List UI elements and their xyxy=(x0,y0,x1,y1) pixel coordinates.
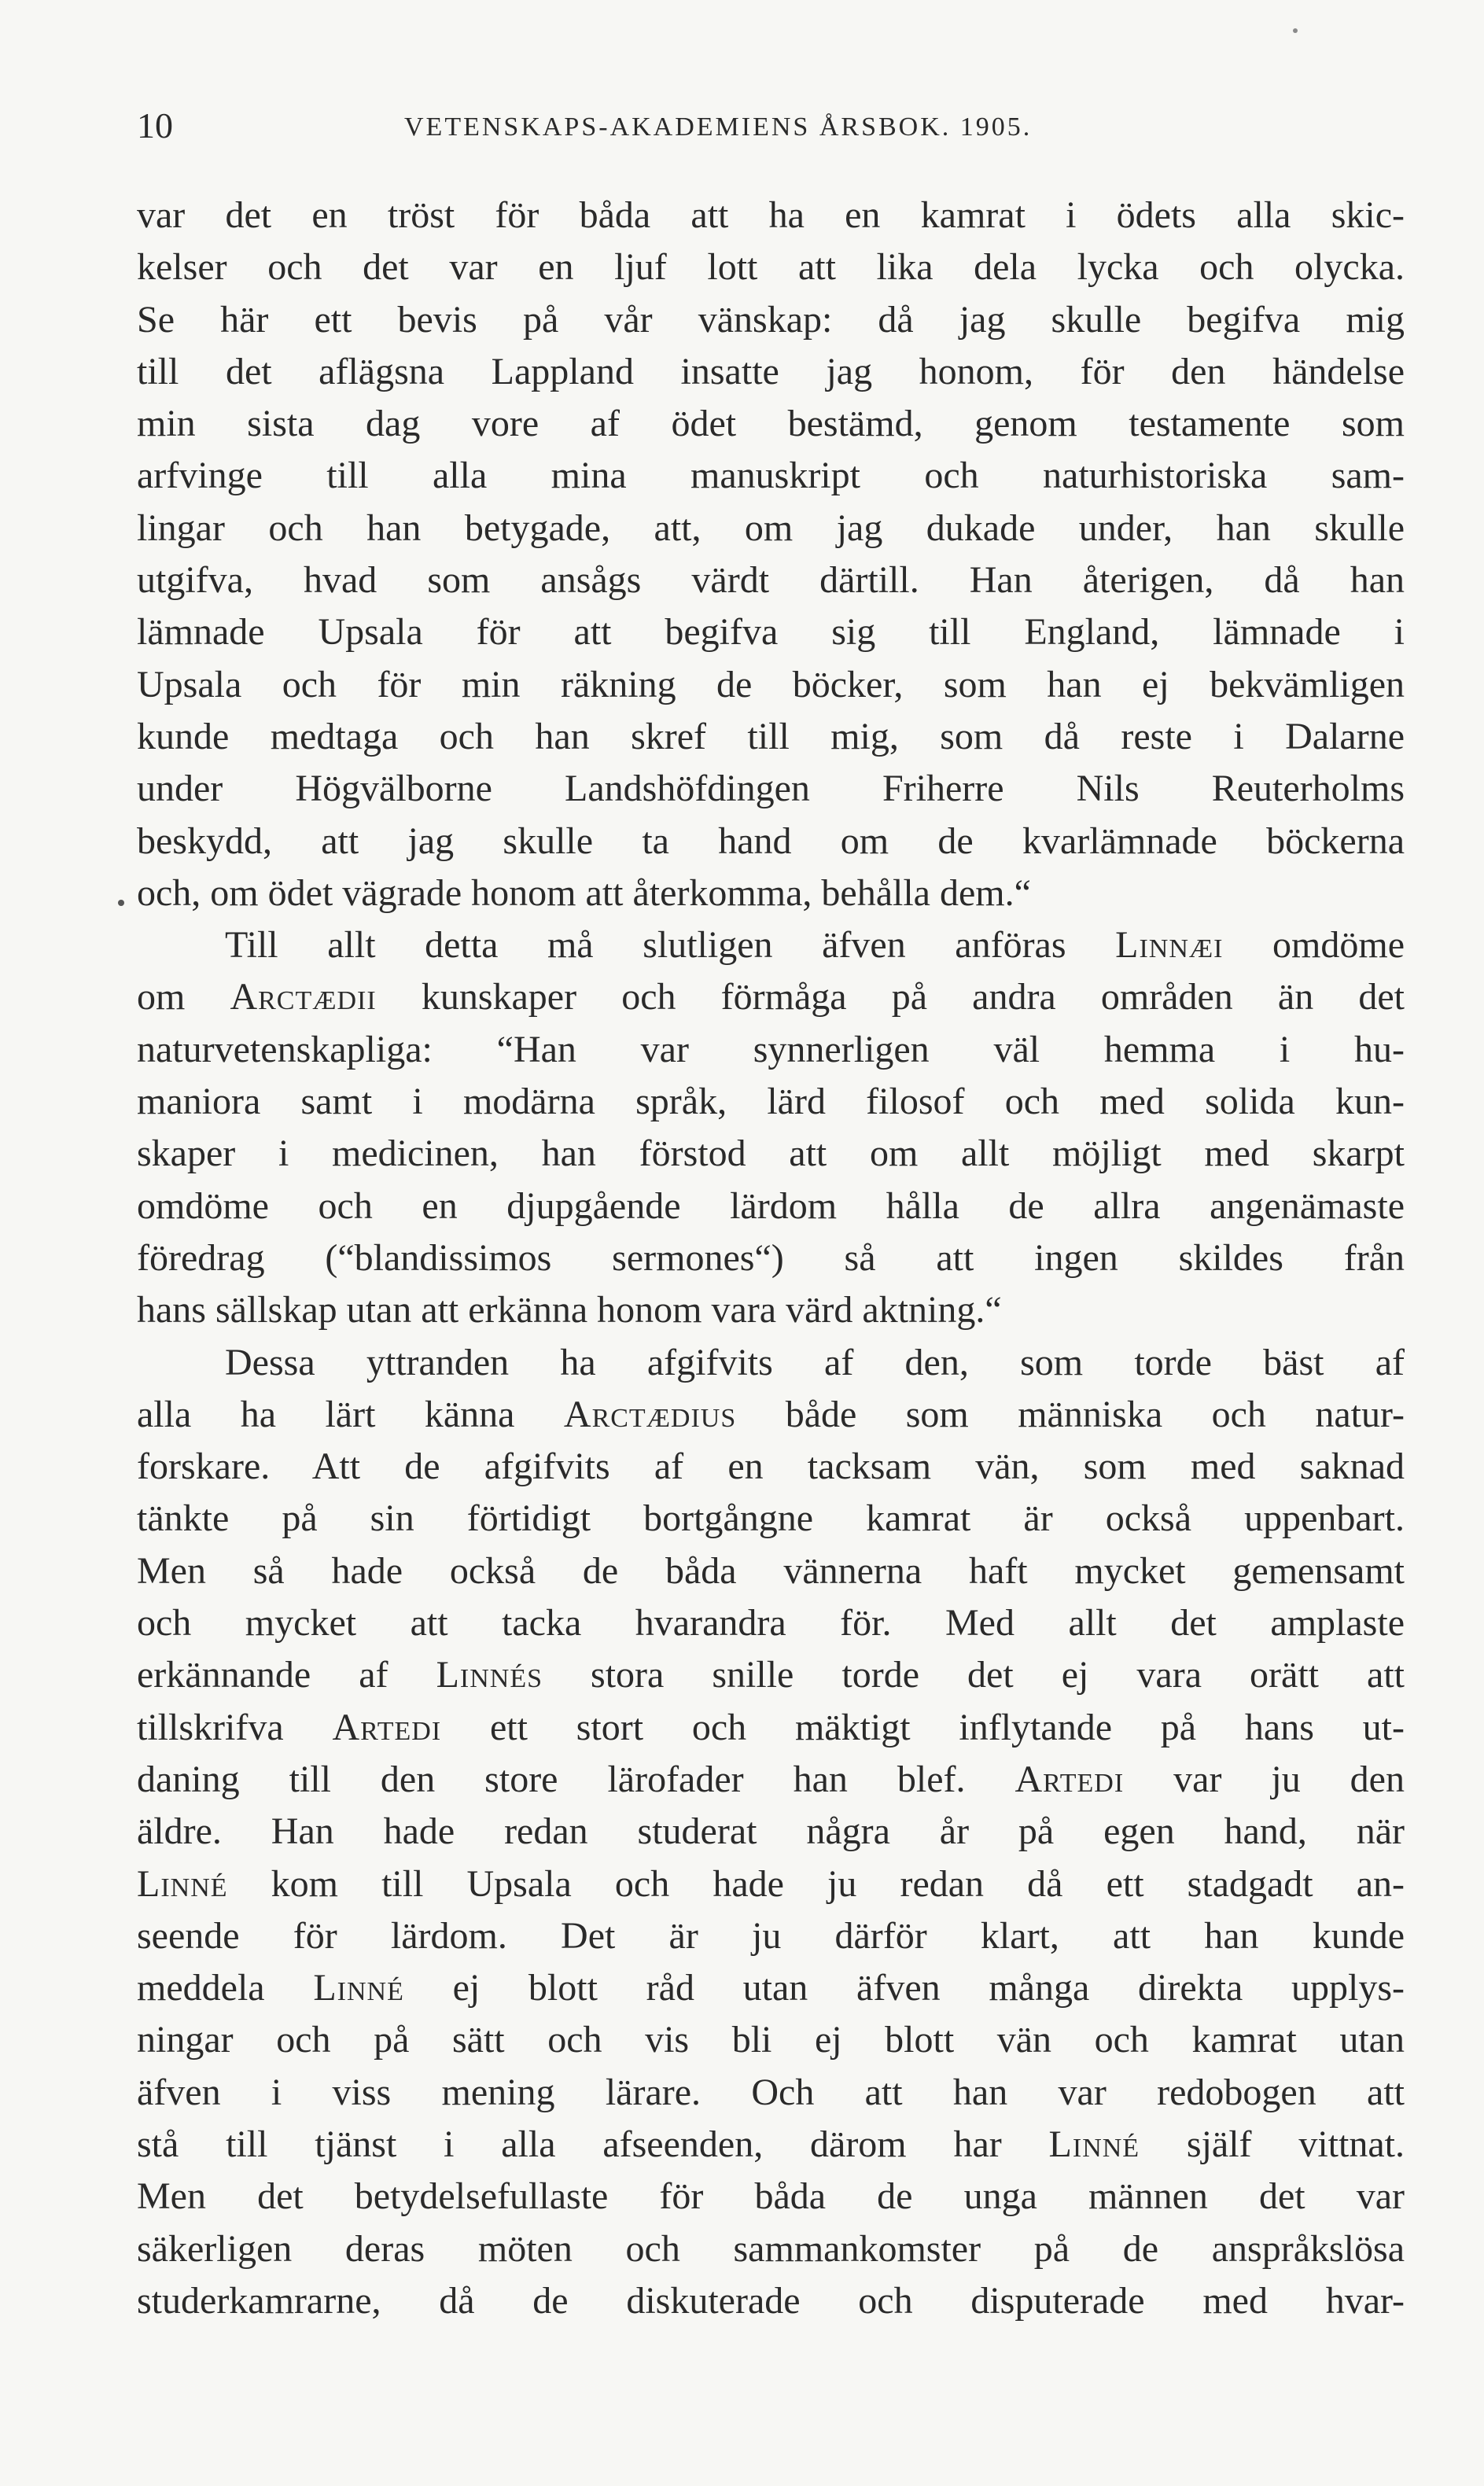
text-run: omdöme xyxy=(1223,924,1405,967)
text-line: säkerligen deras möten och sammankomster på de anspråkslösa xyxy=(137,2227,1405,2270)
text-line: hans sällskap utan att erkänna honom vara värd aktning.“ xyxy=(137,1289,1002,1331)
text-run: erkännande af xyxy=(137,1654,436,1696)
page-number: 10 xyxy=(137,105,173,145)
text-run: om xyxy=(137,976,230,1018)
text-line xyxy=(137,919,1405,971)
text-line xyxy=(137,1754,1405,1806)
text-run: kunskaper och förmåga på andra områden än det xyxy=(376,976,1405,1018)
text-line xyxy=(137,971,1405,1023)
text-line: föredrag (“blandissimos sermones“) så att ingen skildes från xyxy=(137,1236,1405,1279)
text-line: lämnade Upsala för att begifva sig till England, lämnade i xyxy=(137,611,1405,654)
text-line: kelser och det var en ljuf lott att lika dela lycka och olycka. xyxy=(137,246,1405,289)
text-run: alla ha lärt känna xyxy=(137,1393,564,1435)
text-line: arfvinge till alla mina manuskript och naturhistoriska sam- xyxy=(137,455,1405,497)
margin-mark xyxy=(118,900,124,906)
text-line: studerkamrarne, då de diskuterade och disputerade med hvar- xyxy=(137,2279,1405,2322)
text-line: kunde medtaga och han skref till mig, som då reste i Dalarne xyxy=(137,715,1405,757)
text-run: ett stort och mäktigt inflytande på hans ut- xyxy=(441,1706,1405,1748)
text-run: själf vittnat. xyxy=(1140,2123,1405,2165)
body-text xyxy=(137,190,1405,2327)
text-run: ej blott råd utan äfven många direkta upplys- xyxy=(403,1967,1405,2009)
person-name: Linnæi xyxy=(1115,924,1224,967)
text-run: stora snille torde det ej vara orätt att xyxy=(543,1654,1405,1696)
person-name: Linné xyxy=(1048,2123,1140,2165)
person-name: Artedi xyxy=(1014,1758,1125,1800)
text-line: och, om ödet vägrade honom att återkomma, behålla dem.“ xyxy=(137,871,1031,914)
text-line: naturvetenskapliga: “Han var synnerligen väl hemma i hu- xyxy=(137,1028,1405,1070)
text-line xyxy=(137,1389,1405,1441)
text-line: var det en tröst för båda att ha en kamrat i ödets alla skic- xyxy=(137,194,1405,236)
text-line: skaper i medicinen, han förstod att om allt möjligt med skarpt xyxy=(137,1133,1405,1175)
text-line: Men det betydelsefullaste för båda de unga männen det var xyxy=(137,2175,1405,2218)
text-line xyxy=(137,1858,1405,1910)
page-header xyxy=(137,102,1403,149)
person-name: Linnés xyxy=(436,1654,543,1696)
text-line: beskydd, att jag skulle ta hand om de kvarlämnade böckerna xyxy=(137,819,1405,862)
text-line: Upsala och för min räkning de böcker, som han ej bekvämligen xyxy=(137,663,1405,705)
text-line: lingar och han betygade, att, om jag dukade under, han skulle xyxy=(137,506,1405,549)
text-run: meddela xyxy=(137,1967,314,2009)
text-line: tänkte på sin förtidigt bortgångne kamrat är också uppenbart. xyxy=(137,1497,1405,1540)
text-line xyxy=(137,1649,1405,1701)
running-head: VETENSKAPS-AKADEMIENS ÅRSBOK. 1905. xyxy=(404,112,1033,142)
text-line: till det aflägsna Lappland insatte jag honom, för den händelse xyxy=(137,350,1405,392)
text-line xyxy=(137,1962,1405,2014)
text-line: ningar och på sätt och vis bli ej blott vän och kamrat utan xyxy=(137,2019,1405,2061)
person-name: Arctædii xyxy=(230,976,377,1018)
text-run: Till allt detta må slutligen äfven anföras xyxy=(225,924,1116,967)
person-name: Artedi xyxy=(332,1706,442,1748)
text-line: seende för lärdom. Det är ju därför klart, att han kunde xyxy=(137,1914,1405,1957)
text-run: tillskrifva xyxy=(137,1706,333,1748)
text-run: daning till den store lärofader han blef. xyxy=(137,1758,1015,1800)
text-line: Dessa yttranden ha afgifvits af den, som torde bäst af xyxy=(225,1341,1405,1383)
text-line: min sista dag vore af ödet bestämd, genom testamente som xyxy=(137,403,1405,445)
person-name: Linné xyxy=(313,1967,404,2009)
text-line: omdöme och en djupgående lärdom hålla de allra angenämaste xyxy=(137,1184,1405,1227)
text-line: äfven i viss mening lärare. Och att han var redobogen att xyxy=(137,2071,1405,2113)
text-line: maniora samt i modärna språk, lärd filosof och med solida kun- xyxy=(137,1081,1405,1123)
text-line xyxy=(137,2119,1405,2171)
text-line: Men så hade också de båda vännerna haft mycket gemensamt xyxy=(137,1549,1405,1592)
text-line: äldre. Han hade redan studerat några år på egen hand, när xyxy=(137,1810,1405,1853)
text-line: och mycket att tacka hvarandra för. Med allt det amplaste xyxy=(137,1602,1405,1644)
text-run: kom till Upsala och hade ju redan då ett stadgadt an- xyxy=(227,1862,1405,1905)
paper-speck xyxy=(1293,28,1298,33)
text-run: både som människa och natur- xyxy=(736,1393,1405,1435)
text-line xyxy=(137,1702,1405,1754)
text-run: var ju den xyxy=(1124,1758,1405,1800)
text-line: under Högvälborne Landshöfdingen Friherre Nils Reuterholms xyxy=(137,768,1405,810)
person-name: Linné xyxy=(137,1862,228,1905)
text-line: Se här ett bevis på vår vänskap: då jag skulle begifva mig xyxy=(137,298,1405,341)
person-name: Arctædius xyxy=(563,1393,737,1435)
text-line: utgifva, hvad som ansågs värdt därtill. Han återigen, då han xyxy=(137,559,1405,602)
text-line: forskare. Att de afgifvits af en tacksam vän, som med saknad xyxy=(137,1446,1405,1488)
text-run: stå till tjänst i alla afseenden, därom har xyxy=(137,2123,1049,2165)
